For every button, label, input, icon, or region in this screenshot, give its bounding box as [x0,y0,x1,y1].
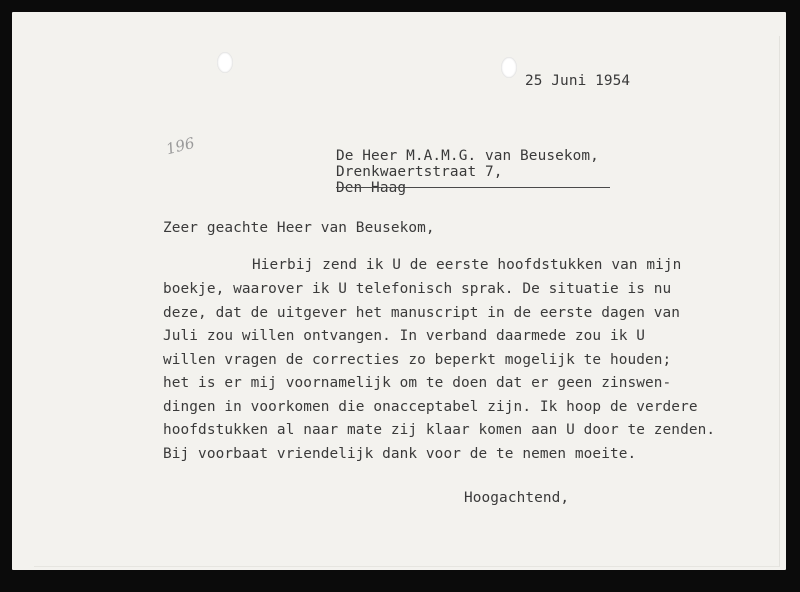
body-line: Hierbij zend ik U de eerste hoofdstukken van mijn [252,257,682,273]
body-line: Juli zou willen ontvangen. In verband daarmede zou ik U [163,328,646,344]
closing: Hoogachtend, [464,490,570,506]
address-line-city: Den Haag [336,180,407,196]
address-underline [336,187,610,188]
address-line-street: Drenkwaertstraat 7, [336,164,503,180]
letter-date: 25 Juni 1954 [525,73,631,89]
body-line: het is er mij voornamelijk om te doen dat er geen zinswen- [163,375,672,391]
body-line: dingen in voorkomen die onacceptabel zijn. Ik hoop de verdere [163,399,698,415]
body-line: willen vragen de correcties zo beperkt mogelijk te houden; [163,352,672,368]
body-line: deze, dat de uitgever het manuscript in de eerste dagen van [163,305,681,321]
punch-hole-left [217,52,233,73]
body-line: Bij voorbaat vriendelijk dank voor de te nemen moeite. [163,446,637,462]
salutation: Zeer geachte Heer van Beusekom, [163,220,435,236]
body-line: boekje, waarover ik U telefonisch sprak. De situatie is nu [163,281,672,297]
body-line: hoofdstukken al naar mate zij klaar komen aan U door te zenden. [163,422,716,438]
address-line-name: De Heer M.A.M.G. van Beusekom, [336,148,599,164]
handwritten-note: 196 [164,133,197,159]
punch-hole-right [501,57,517,78]
